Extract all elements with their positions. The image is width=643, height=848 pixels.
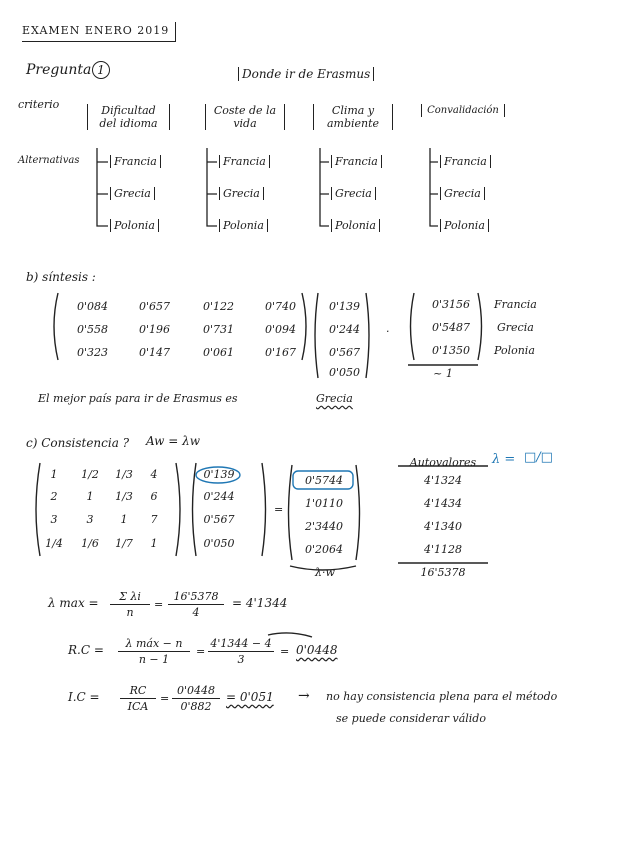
equals-sign: ·: [386, 325, 390, 338]
ic-comment: no hay consistencia plena para el método: [326, 690, 558, 703]
syn-result-label: Polonia: [494, 344, 535, 357]
equals-sign: =: [280, 645, 290, 658]
lambda-max-result: = 4'1344: [232, 596, 288, 610]
syn-cell: 0'323: [76, 346, 108, 359]
question-label: Pregunta: [26, 62, 92, 78]
syn-cell: 0'657: [138, 300, 170, 313]
alt-polonia: Polonia: [440, 219, 489, 232]
cons-weight: 0'244: [203, 490, 235, 503]
alternatives-label: Alternativas: [18, 155, 80, 166]
syn-weight: 0'139: [328, 300, 360, 313]
ic-result: = 0'051: [226, 690, 274, 704]
syn-cell: 0'147: [138, 346, 170, 359]
alt-francia: Francia: [331, 155, 382, 168]
ic-frac2: [172, 684, 220, 713]
lambda-label: λ =: [492, 452, 516, 467]
eigenvalue: 4'1324: [423, 474, 463, 487]
cons-cell: 4: [150, 468, 158, 481]
goal-box: Donde ir de Erasmus: [238, 67, 374, 81]
consistency-label: c) Consistencia ?: [26, 436, 130, 450]
cons-product: 2'3440: [304, 520, 344, 533]
lambda-fraction: □/□: [524, 450, 553, 465]
criteria-label: criterio: [18, 98, 60, 111]
cons-cell: 1/6: [81, 537, 99, 550]
syn-cell: 0'731: [202, 323, 234, 336]
criterion-coste: Coste de la vida: [205, 104, 285, 130]
cons-cell: 1/4: [45, 537, 63, 550]
syn-result-label: Francia: [494, 298, 537, 311]
criterion-idioma: Dificultad del idioma: [87, 104, 170, 130]
ic-frac1: [120, 684, 156, 713]
syn-result-label: Grecia: [497, 321, 534, 334]
frac-num: λ máx − n: [125, 637, 183, 650]
ic-lhs: I.C =: [68, 690, 100, 704]
cons-product: 0'2064: [304, 543, 344, 556]
cons-cell: 1/3: [115, 490, 133, 503]
cons-cell: 6: [150, 490, 158, 503]
frac-num: 0'0448: [176, 684, 216, 697]
lambda-max-frac1: [110, 590, 150, 619]
lambda-max-lhs: λ max =: [48, 596, 99, 610]
syn-result-sum: ~ 1: [433, 367, 453, 380]
exam-title: EXAMEN ENERO 2019: [22, 22, 176, 42]
cons-weight: 0'567: [203, 513, 235, 526]
criterion-clima: Clima y ambiente: [313, 104, 393, 130]
alt-polonia: Polonia: [331, 219, 380, 232]
synthesis-label: b) síntesis :: [26, 270, 96, 284]
syn-weight: 0'050: [328, 366, 360, 379]
alt-grecia: Grecia: [110, 187, 155, 200]
eigen-sum: 16'5378: [420, 566, 466, 579]
rc-result: 0'0448: [296, 643, 338, 657]
criterion-convalidacion: Convalidación: [421, 104, 505, 117]
syn-cell: 0'740: [264, 300, 296, 313]
arrow-icon: →: [298, 688, 310, 704]
cons-product: 0'5744: [304, 474, 344, 487]
cons-cell: 1/2: [81, 468, 99, 481]
alt-grecia: Grecia: [440, 187, 485, 200]
cons-cell: 1: [120, 513, 128, 526]
cons-product: 1'0110: [304, 497, 344, 510]
rc-frac2: [208, 637, 274, 666]
equals-sign: =: [154, 598, 164, 611]
frac-den: 4: [192, 606, 200, 619]
product-label: λ·w: [315, 566, 335, 579]
eigen-header: Autovalores: [409, 456, 477, 469]
syn-result: 0'3156: [431, 298, 470, 311]
syn-result: 0'1350: [431, 344, 470, 357]
cons-cell: 3: [50, 513, 58, 526]
syn-cell: 0'558: [76, 323, 108, 336]
rc-frac1: [118, 637, 190, 666]
syn-result: 0'5487: [431, 321, 470, 334]
eigenvalue: 4'1128: [423, 543, 463, 556]
frac-den: n − 1: [138, 653, 170, 666]
syn-cell: 0'084: [76, 300, 108, 313]
frac-num: Σ λi: [119, 590, 141, 603]
syn-cell: 0'061: [202, 346, 234, 359]
cons-cell: 1/3: [115, 468, 133, 481]
syn-cell: 0'122: [202, 300, 234, 313]
syn-cell: 0'167: [264, 346, 296, 359]
syn-cell: 0'094: [264, 323, 296, 336]
alt-polonia: Polonia: [110, 219, 159, 232]
equals-sign: =: [160, 692, 170, 705]
alt-francia: Francia: [219, 155, 270, 168]
eigen-equation: Aw = λw: [146, 434, 200, 448]
cons-cell: 1: [50, 468, 58, 481]
frac-num: 16'5378: [173, 590, 219, 603]
cons-cell: 2: [50, 490, 58, 503]
cons-weight: 0'050: [203, 537, 235, 550]
eigenvalue: 4'1434: [423, 497, 463, 510]
equals-sign: =: [274, 503, 284, 516]
alt-francia: Francia: [440, 155, 491, 168]
cons-cell: 7: [150, 513, 158, 526]
rc-lhs: R.C =: [68, 643, 104, 657]
cons-cell: 1/7: [115, 537, 133, 550]
eigenvalue: 4'1340: [423, 520, 463, 533]
equals-sign: =: [196, 645, 206, 658]
frac-den: n: [126, 606, 134, 619]
frac-num: RC: [129, 684, 147, 697]
conclusion-text: El mejor país para ir de Erasmus es: [38, 392, 238, 405]
syn-cell: 0'196: [138, 323, 170, 336]
frac-den: 3: [237, 653, 245, 666]
syn-weight: 0'244: [328, 323, 360, 336]
frac-num: 4'1344 − 4: [210, 637, 272, 650]
alt-grecia: Grecia: [331, 187, 376, 200]
cons-cell: 1: [86, 490, 94, 503]
lambda-max-frac2: [168, 590, 224, 619]
frac-den: 0'882: [180, 700, 212, 713]
cons-cell: 3: [86, 513, 94, 526]
syn-weight: 0'567: [328, 346, 360, 359]
frac-den: ICA: [127, 700, 149, 713]
alt-polonia: Polonia: [219, 219, 268, 232]
conclusion-country: Grecia: [316, 392, 353, 405]
question-number: 1: [92, 61, 110, 79]
alt-grecia: Grecia: [219, 187, 264, 200]
cons-weight: 0'139: [203, 468, 235, 481]
alt-francia: Francia: [110, 155, 161, 168]
cons-cell: 1: [150, 537, 158, 550]
ic-comment-2: se puede considerar válido: [336, 712, 486, 725]
